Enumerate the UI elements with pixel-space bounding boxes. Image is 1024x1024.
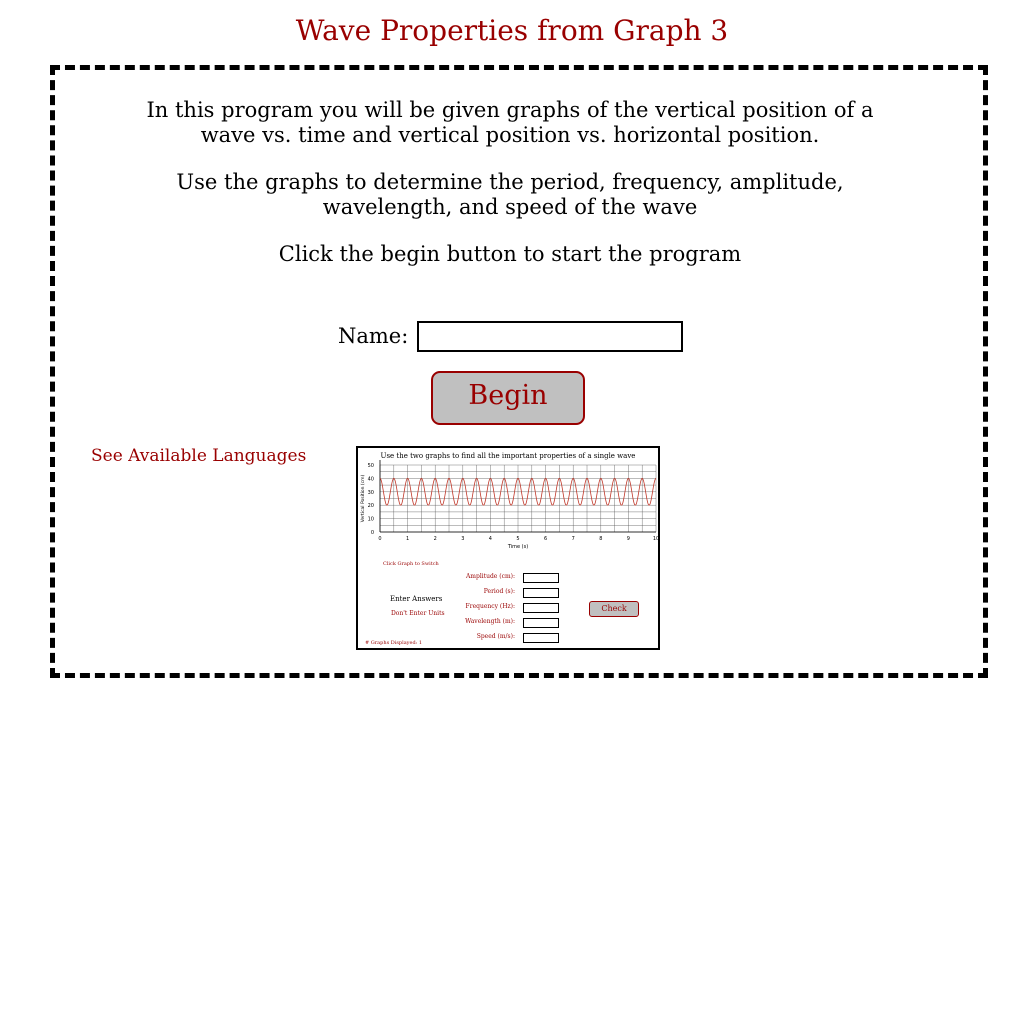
preview-graph xyxy=(358,460,658,560)
begin-button[interactable]: Begin xyxy=(431,371,585,425)
intro-paragraph-2-line-2: wavelength, and speed of the wave xyxy=(322,195,698,219)
preview-x-tick-label: 5 xyxy=(516,536,520,542)
preview-x-tick-label: 9 xyxy=(626,536,630,542)
preview-graphs-displayed: # Graphs Displayed: 1 xyxy=(365,640,423,646)
preview-field-label: Frequency (Hz): xyxy=(465,603,515,610)
preview-y-tick-label: 20 xyxy=(367,503,374,510)
preview-switch-hint: Click Graph to Switch xyxy=(383,561,439,567)
page-title: Wave Properties from Graph 3 xyxy=(295,14,729,47)
preview-field-box xyxy=(523,633,559,643)
preview-field-label: Speed (m/s): xyxy=(476,633,515,640)
preview-x-tick-label: 8 xyxy=(599,536,603,542)
preview-enter-answers: Enter Answers xyxy=(390,595,443,603)
preview-field-box xyxy=(523,588,559,598)
preview-x-axis-label: Time (s) xyxy=(507,544,529,550)
preview-y-tick-label: 0 xyxy=(370,530,374,536)
preview-field-label: Period (s): xyxy=(483,588,515,595)
preview-x-tick-label: 6 xyxy=(544,536,548,542)
preview-x-tick-label: 7 xyxy=(571,536,575,542)
intro-paragraph-2-line-1: Use the graphs to determine the period, frequency, amplitude, xyxy=(176,170,844,194)
name-label: Name: xyxy=(338,324,409,348)
preview-y-tick-label: 30 xyxy=(367,489,374,496)
preview-y-tick-label: 50 xyxy=(367,463,374,469)
intro-panel xyxy=(50,65,988,678)
preview-screenshot xyxy=(356,446,660,650)
intro-paragraph-3: Click the begin button to start the program xyxy=(278,242,742,266)
preview-x-tick-label: 10 xyxy=(652,536,660,542)
available-languages-link[interactable]: See Available Languages xyxy=(91,446,307,466)
preview-y-tick-label: 40 xyxy=(367,476,374,483)
preview-field-label: Wavelength (m): xyxy=(465,618,515,625)
preview-x-tick-label: 0 xyxy=(378,536,382,542)
preview-x-tick-label: 3 xyxy=(461,536,465,542)
preview-y-tick-label: 10 xyxy=(367,516,374,523)
preview-y-axis-label: Vertical Position (cm) xyxy=(361,474,366,523)
intro-paragraph-2 xyxy=(55,170,965,220)
intro-paragraph-1 xyxy=(55,98,965,148)
preview-field-label: Amplitude (cm): xyxy=(465,573,515,580)
intro-paragraph-1-line-2: wave vs. time and vertical position vs. horizontal position. xyxy=(200,123,820,147)
preview-check-button: Check xyxy=(589,601,639,617)
preview-field-box xyxy=(523,618,559,628)
intro-paragraph-1-line-1: In this program you will be given graphs of the vertical position of a xyxy=(146,98,874,122)
preview-title: Use the two graphs to find all the important properties of a single wave xyxy=(380,452,636,460)
preview-field-box xyxy=(523,603,559,613)
preview-field-box xyxy=(523,573,559,583)
name-input[interactable] xyxy=(417,321,683,352)
preview-x-tick-label: 1 xyxy=(406,536,410,542)
preview-no-units: Don't Enter Units xyxy=(391,610,445,617)
preview-x-tick-label: 4 xyxy=(488,536,492,542)
preview-x-tick-label: 2 xyxy=(433,536,437,542)
